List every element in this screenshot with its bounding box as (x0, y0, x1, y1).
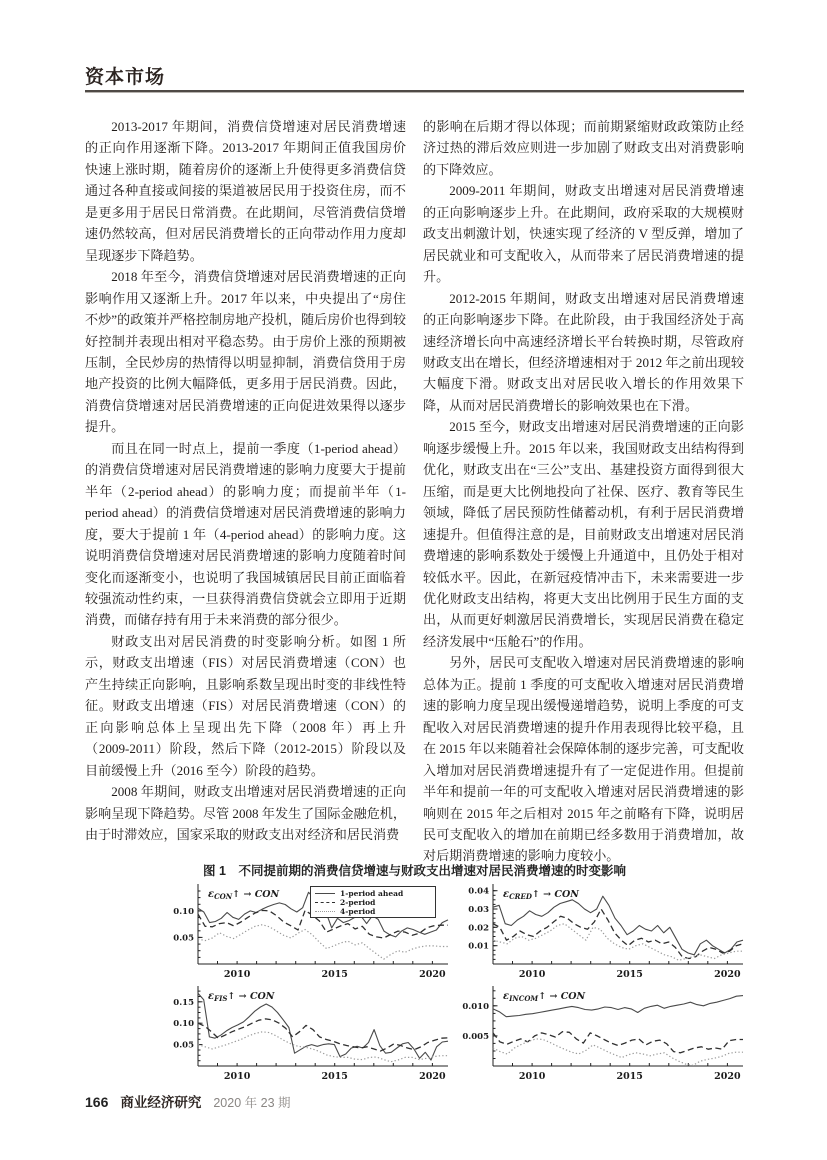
chart-incom-svg (453, 984, 748, 1084)
chart-cred-svg (453, 882, 748, 982)
svg-text:0.15: 0.15 (173, 997, 194, 1008)
svg-text:0.05: 0.05 (173, 933, 194, 944)
paragraph: 2013-2017 年期间，消费信贷增速对居民消费增速的正向作用逐渐下降。2013-2017 年期间正值我国房价快速上涨时期，随着房价的逐渐上升使得更多消费信贷通过各种直接或间接的渠道被居民用于投资住房，而不是更多用于居民日常消费。在此期间，尽管消费信贷增速仍然较高，但对居民消费增长的正向带动作用力度却呈现逐步下降趋势。 (85, 119, 406, 263)
journal-name: 商业经济研究 (120, 1095, 202, 1110)
dotted-line-sample-icon (315, 911, 335, 912)
svg-text:0.03: 0.03 (468, 905, 489, 915)
legend-label: 2-period (340, 898, 376, 907)
legend-row (315, 889, 431, 898)
svg-text:0.01: 0.01 (468, 941, 489, 952)
figure-1-charts (158, 882, 748, 1084)
svg-text:2010: 2010 (223, 969, 251, 980)
svg-text:2020: 2020 (714, 1071, 741, 1082)
chart-fis (158, 984, 453, 1084)
page-footer (85, 1091, 291, 1111)
article-body (85, 116, 744, 867)
paragraph: 另外，居民可支配收入增速对居民消费增速的影响总体为正。提前 1 季度的可支配收入增速对居民消费增速的影响力度呈现出缓慢递增趋势，说明上季度的可支配收入对居民消费增速的提升作用表现得比较平稳，且在 2015 年以来随着社会保障体制的逐步完善，可支配收入增加对居民消费增速提升有了一定促进作用。但提前半年和提前一年的可支配收入增速对居民消费增速的影响则在 2015 年之后相对 2015 年之前略有下降，说明居民可支配收入的增加在前期已经多数用于消费增加，故对后期消费增速的影响力度较小。 (423, 655, 744, 864)
issue-label: 2020 年 23 期 (213, 1096, 291, 1110)
paragraph: 的影响在后期才得以体现；而前期紧缩财政政策防止经济过热的滞后效应则进一步加剧了财政支出对消费影响的下降效应。 (423, 119, 744, 177)
legend-label: 4-period (340, 907, 376, 916)
chart-cred (453, 882, 748, 982)
svg-text:2010: 2010 (518, 969, 546, 980)
svg-text:0.005: 0.005 (462, 1031, 489, 1042)
paragraph: 而且在同一时点上，提前一季度（1-period ahead）的消费信贷增速对居民消费增速的影响力度要大于提前半年（2-period ahead）的影响力度；而提前半年（1-period ahead）的消费信贷增速对居民消费增速的影响力度，要大于提前 1 年（4-period ahead）的影响力度。这说明消费信贷增速对居民消费增速的影响力度随着时间变化而逐渐变小，也说明了我国城镇居民目前正面临着较强流动性约束，一旦获得消费信贷就会立即用于近期消费，而储存持有用于未来消费的部分很少。 (85, 440, 406, 628)
svg-text:2020: 2020 (419, 969, 446, 980)
svg-text:2015: 2015 (321, 1071, 348, 1082)
svg-text:εINCOM↑ → CON: $\varepsilon_{INCOM}↑$ → CON (503, 991, 586, 1003)
chart-con (158, 882, 453, 982)
svg-text:2020: 2020 (714, 969, 741, 980)
svg-text:0.10: 0.10 (173, 906, 194, 917)
paragraph: 2015 至今，财政支出增速对居民消费增速的正向影响逐步缓慢上升。2015 年以来，我国财政支出结构得到优化，财政支出在“三公”支出、基建投资方面得到很大压缩，而是更大比例地投向了社保、医疗、教育等民生领域，降低了居民预防性储蓄动机，有利于居民消费增速提升。但值得注意的是，目前财政支出增速对居民消费增速的影响系数处于缓慢上升通道中，且仍处于相对较低水平。因此，在新冠疫情冲击下，未来需要进一步优化财政支出结构，将更大支出比例用于民生方面的支出，从而更好刺激居民消费增长，实现居民消费在稳定经济发展中“压舱石”的作用。 (423, 419, 744, 649)
left-column (85, 116, 406, 867)
svg-text:2020: 2020 (419, 1071, 446, 1082)
paragraph: 2018 年至今，消费信贷增速对居民消费增速的正向影响作用又逐渐上升。2017 年以来，中央提出了“房住不炒”的政策并严格控制房地产投机，随后房价也得到较好控制并表现出相对平稳态势。由于房价上涨的预期被压制，全民炒房的热情得以明显抑制，消费信贷用于房地产投资的比例大幅降低，更多用于居民消费。因此，消费信贷增速对居民消费增速的正向促进效果得以逐步提升。 (85, 269, 406, 435)
section-header: 资本市场 (85, 67, 166, 88)
header-rule (85, 90, 744, 92)
svg-text:0.05: 0.05 (173, 1040, 194, 1051)
right-column (423, 116, 744, 867)
svg-text:0.10: 0.10 (173, 1019, 194, 1030)
svg-text:εCRED↑ → CON: $\varepsilon_{CRED}↑$ → CON (503, 889, 579, 901)
chart-incom (453, 984, 748, 1084)
svg-text:0.04: 0.04 (468, 886, 489, 897)
svg-text:2015: 2015 (616, 1071, 643, 1082)
svg-text:2015: 2015 (616, 969, 643, 980)
chart-legend (310, 886, 436, 918)
svg-text:εFIS↑ → CON: $\varepsilon_{FIS}↑$ → CON (208, 991, 275, 1003)
chart-fis-svg (158, 984, 453, 1084)
paragraph: 2008 年期间，财政支出增速对居民消费增速的正向影响呈现下降趋势。尽管 2008 年发生了国际金融危机，由于时滞效应，国家采取的财政支出对经济和居民消费 (85, 784, 406, 842)
paragraph: 财政支出对居民消费的时变影响分析。如图 1 所示，财政支出增速（FIS）对居民消费增速（CON）也产生持续正向影响，且影响系数呈现出时变的非线性特征。财政支出增速（FIS）对居民消费增速（CON）的正向影响总体上呈现出先下降（2008 年）再上升（2009-2011）阶段，然后下降（2012-2015）阶段以及目前缓慢上升（2016 至今）阶段的趋势。 (85, 633, 406, 778)
figure-caption: 图 1 不同提前期的消费信贷增速与财政支出增速对居民消费增速的时变影响 (203, 864, 626, 878)
svg-text:2010: 2010 (223, 1071, 251, 1082)
legend-row (315, 907, 431, 916)
solid-line-sample-icon (315, 893, 335, 894)
svg-text:0.010: 0.010 (462, 1001, 489, 1012)
legend-row (315, 898, 431, 907)
paragraph: 2012-2015 年期间，财政支出增速对居民消费增速的正向影响逐步下降。在此阶段，由于我国经济处于高速经济增长向中高速经济增长平台转换时期，尽管政府财政支出在增长，但经济增速相对于 2012 年之前出现较大幅度下滑。财政支出对居民收入增长的作用效果下降，从而对居民消费增长的影响效果也在下滑。 (423, 290, 744, 413)
dashed-line-sample-icon (315, 902, 335, 903)
svg-text:εCON↑ → CON: $\varepsilon_{CON}↑$ → CON (208, 889, 280, 901)
svg-text:2010: 2010 (518, 1071, 546, 1082)
svg-text:0.02: 0.02 (468, 923, 489, 934)
legend-label: 1-period ahead (340, 889, 404, 898)
paragraph: 2009-2011 年期间，财政支出增速对居民消费增速的正向影响逐步上升。在此期间，政府采取的大规模财政支出刺激计划，快速实现了经济的 V 型反弹，增加了居民就业和可支配收入，从而带来了居民消费增速的提升。 (423, 183, 744, 285)
svg-text:2015: 2015 (321, 969, 348, 980)
page-number: 166 (85, 1094, 109, 1110)
